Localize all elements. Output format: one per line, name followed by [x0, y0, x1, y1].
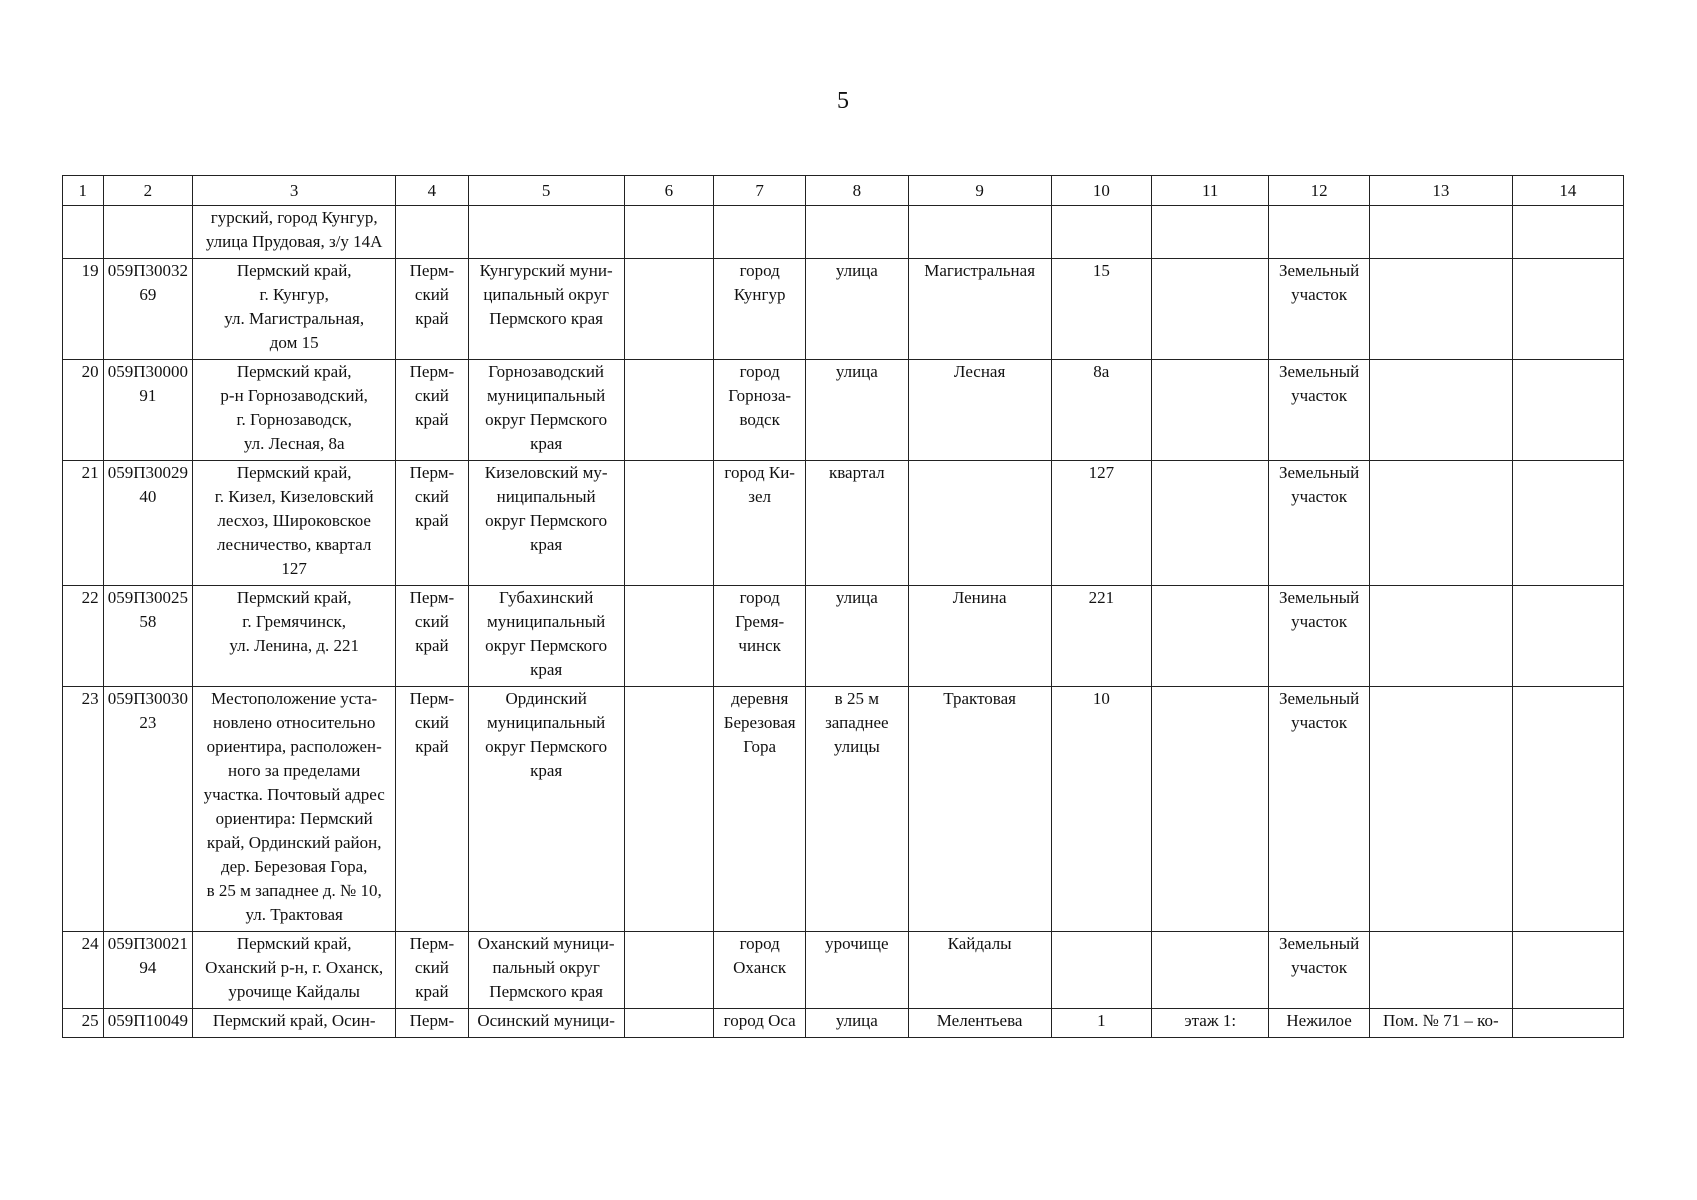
cell-col6 — [624, 586, 714, 687]
cell-address: Пермский край, г. Кунгур, ул. Магистральная, дом 15 — [193, 259, 396, 360]
cell-col13 — [1369, 586, 1512, 687]
cell-municipality — [468, 206, 624, 259]
cell-col14 — [1512, 586, 1623, 687]
cell-settlement: деревня Березовая Гора — [714, 687, 806, 932]
cell-code: 059П30032 69 — [103, 259, 193, 360]
cell-col13 — [1369, 932, 1512, 1009]
cell-house: 127 — [1051, 461, 1151, 586]
cell-municipality: Осинский муници- — [468, 1009, 624, 1038]
cell-col11 — [1152, 687, 1269, 932]
cell-number: 20 — [63, 360, 104, 461]
cell-region: Перм- ский край — [396, 259, 469, 360]
cell-settlement: город Кунгур — [714, 259, 806, 360]
cell-house — [1051, 206, 1151, 259]
cell-address: Местоположение уста- новлено относительно ориентира, расположен- ного за пределами участка. Почтовый адрес ориентира: Пермский край, Ординский район, дер. Березовая Гора, в 25 м западнее д. № 10, ул. Трактовая — [193, 687, 396, 932]
cell-col14 — [1512, 461, 1623, 586]
cell-region — [396, 206, 469, 259]
cell-col6 — [624, 206, 714, 259]
cell-code — [103, 206, 193, 259]
cell-region: Перм- ский край — [396, 932, 469, 1009]
cell-code: 059П30021 94 — [103, 932, 193, 1009]
cell-settlement: город Горноза- водск — [714, 360, 806, 461]
table-row — [63, 687, 1624, 932]
cell-municipality: Кунгурский муни- ципальный округ Пермского края — [468, 259, 624, 360]
column-header: 8 — [806, 176, 909, 206]
cell-number: 22 — [63, 586, 104, 687]
cell-col11 — [1152, 461, 1269, 586]
cell-municipality: Горнозаводский муниципальный округ Пермского края — [468, 360, 624, 461]
cell-number: 25 — [63, 1009, 104, 1038]
column-header: 6 — [624, 176, 714, 206]
cell-col14 — [1512, 360, 1623, 461]
cell-street: Кайдалы — [908, 932, 1051, 1009]
cell-street-type: квартал — [806, 461, 909, 586]
table-row — [63, 259, 1624, 360]
cell-street-type: улица — [806, 586, 909, 687]
cell-settlement: город Ки- зел — [714, 461, 806, 586]
cell-house: 8а — [1051, 360, 1151, 461]
cell-house — [1051, 932, 1151, 1009]
cell-col6 — [624, 259, 714, 360]
cell-house: 15 — [1051, 259, 1151, 360]
cell-region: Перм- — [396, 1009, 469, 1038]
column-header: 10 — [1051, 176, 1151, 206]
cell-col11: этаж 1: — [1152, 1009, 1269, 1038]
column-header: 5 — [468, 176, 624, 206]
cell-street: Ленина — [908, 586, 1051, 687]
cell-code: 059П30029 40 — [103, 461, 193, 586]
cell-object-type — [1269, 206, 1369, 259]
cell-number — [63, 206, 104, 259]
cell-code: 059П30030 23 — [103, 687, 193, 932]
cell-col11 — [1152, 259, 1269, 360]
cell-settlement: город Оса — [714, 1009, 806, 1038]
cell-col13 — [1369, 687, 1512, 932]
cell-object-type: Земельный участок — [1269, 586, 1369, 687]
cell-address: Пермский край, г. Кизел, Кизеловский лесхоз, Широковское лесничество, квартал 127 — [193, 461, 396, 586]
cell-settlement — [714, 206, 806, 259]
cell-col11 — [1152, 586, 1269, 687]
cell-col6 — [624, 932, 714, 1009]
cell-number: 23 — [63, 687, 104, 932]
property-registry-table — [62, 175, 1624, 1038]
column-number-header-row — [63, 176, 1624, 206]
cell-col14 — [1512, 1009, 1623, 1038]
column-header: 11 — [1152, 176, 1269, 206]
cell-object-type: Земельный участок — [1269, 687, 1369, 932]
cell-street: Лесная — [908, 360, 1051, 461]
column-header: 12 — [1269, 176, 1369, 206]
column-header: 9 — [908, 176, 1051, 206]
table-row — [63, 461, 1624, 586]
cell-object-type: Земельный участок — [1269, 259, 1369, 360]
cell-house: 1 — [1051, 1009, 1151, 1038]
cell-street: Магистральная — [908, 259, 1051, 360]
table-row — [63, 586, 1624, 687]
cell-object-type: Земельный участок — [1269, 932, 1369, 1009]
cell-street — [908, 206, 1051, 259]
cell-house: 10 — [1051, 687, 1151, 932]
cell-col6 — [624, 461, 714, 586]
cell-street-type — [806, 206, 909, 259]
cell-col6 — [624, 687, 714, 932]
cell-municipality: Оханский муници- пальный округ Пермского края — [468, 932, 624, 1009]
cell-col13 — [1369, 360, 1512, 461]
cell-street-type: урочище — [806, 932, 909, 1009]
cell-col13 — [1369, 206, 1512, 259]
page-number: 5 — [837, 88, 849, 114]
cell-region: Перм- ский край — [396, 360, 469, 461]
cell-col11 — [1152, 360, 1269, 461]
cell-number: 19 — [63, 259, 104, 360]
cell-col14 — [1512, 206, 1623, 259]
cell-col13 — [1369, 259, 1512, 360]
cell-region: Перм- ский край — [396, 461, 469, 586]
cell-object-type: Земельный участок — [1269, 360, 1369, 461]
cell-object-type: Земельный участок — [1269, 461, 1369, 586]
cell-code: 059П30000 91 — [103, 360, 193, 461]
cell-street-type: улица — [806, 259, 909, 360]
cell-code: 059П10049 — [103, 1009, 193, 1038]
cell-col14 — [1512, 687, 1623, 932]
cell-col13: Пом. № 71 – ко- — [1369, 1009, 1512, 1038]
cell-address: Пермский край, р-н Горнозаводский, г. Горнозаводск, ул. Лесная, 8а — [193, 360, 396, 461]
cell-code: 059П30025 58 — [103, 586, 193, 687]
cell-street-type: улица — [806, 1009, 909, 1038]
column-header: 14 — [1512, 176, 1623, 206]
cell-col6 — [624, 1009, 714, 1038]
column-header: 2 — [103, 176, 193, 206]
cell-region: Перм- ский край — [396, 586, 469, 687]
column-header: 1 — [63, 176, 104, 206]
cell-street — [908, 461, 1051, 586]
cell-street-type: улица — [806, 360, 909, 461]
cell-street: Трактовая — [908, 687, 1051, 932]
cell-object-type: Нежилое — [1269, 1009, 1369, 1038]
cell-col14 — [1512, 932, 1623, 1009]
cell-house: 221 — [1051, 586, 1151, 687]
cell-municipality: Губахинский муниципальный округ Пермского края — [468, 586, 624, 687]
column-header: 3 — [193, 176, 396, 206]
column-header: 4 — [396, 176, 469, 206]
cell-settlement: город Оханск — [714, 932, 806, 1009]
cell-col13 — [1369, 461, 1512, 586]
cell-address: Пермский край, Осин- — [193, 1009, 396, 1038]
cell-col11 — [1152, 932, 1269, 1009]
cell-address: Пермский край, г. Гремячинск, ул. Ленина, д. 221 — [193, 586, 396, 687]
cell-street-type: в 25 м западнее улицы — [806, 687, 909, 932]
continuation-row — [63, 206, 1624, 259]
column-header: 13 — [1369, 176, 1512, 206]
cell-number: 21 — [63, 461, 104, 586]
table-row — [63, 932, 1624, 1009]
table-row — [63, 360, 1624, 461]
cell-number: 24 — [63, 932, 104, 1009]
cell-region: Перм- ский край — [396, 687, 469, 932]
cell-address: Пермский край, Оханский р-н, г. Оханск, урочище Кайдалы — [193, 932, 396, 1009]
cell-col11 — [1152, 206, 1269, 259]
table-row — [63, 1009, 1624, 1038]
column-header: 7 — [714, 176, 806, 206]
cell-municipality: Кизеловский му- ниципальный округ Пермского края — [468, 461, 624, 586]
cell-col14 — [1512, 259, 1623, 360]
cell-municipality: Ординский муниципальный округ Пермского края — [468, 687, 624, 932]
cell-col6 — [624, 360, 714, 461]
cell-address: гурский, город Кунгур, улица Прудовая, з/у 14А — [193, 206, 396, 259]
cell-street: Мелентьева — [908, 1009, 1051, 1038]
cell-settlement: город Гремя- чинск — [714, 586, 806, 687]
